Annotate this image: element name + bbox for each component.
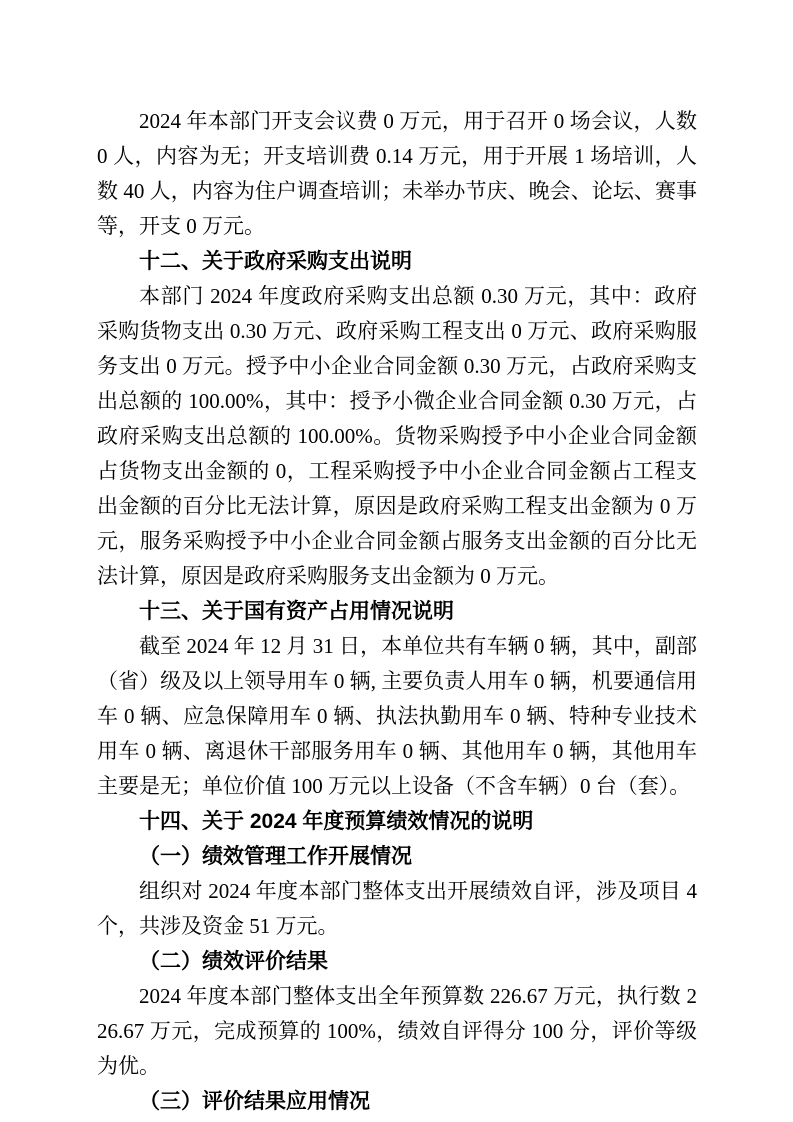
paragraph-meeting-and-training-expenses: 2024 年本部门开支会议费 0 万元，用于召开 0 场会议，人数 0 人，内容为无；开支培训费 0.14 万元，用于开展 1 场培训，人数 40 人，内容为住户调查培训；未举办节庆、晚会、论坛、赛事等，开支 0 万元。	[97, 109, 697, 238]
subheading-results-application: （三）评价结果应用情况	[139, 1090, 370, 1113]
document-content	[97, 104, 697, 1119]
paragraph-evaluation-results-details: 2024 年度本部门整体支出全年预算数 226.67 万元，执行数 226.67 万元，完成预算的 100%，绩效自评得分 100 分，评价等级为优。	[97, 984, 697, 1078]
paragraph-vehicles-and-equipment: 截至 2024 年 12 月 31 日，本单位共有车辆 0 辆，其中，副部（省）级及以上领导用车 0 辆, 主要负责人用车 0 辆，机要通信用车 0 辆、应急保障用车 0 辆、执法执勤用车 0 辆、特种专业技术用车 0 辆、离退休干部服务用车 0 辆、其他用车 0 辆，其他用车主要是无；单位价值 100 万元以上设备（不含车辆）0 台（套）。	[97, 634, 697, 798]
paragraph-performance-self-evaluation: 组织对 2024 年度本部门整体支出开展绩效自评，涉及项目 4 个，共涉及资金 51 万元。	[97, 879, 697, 938]
heading-section-12-government-procurement: 十二、关于政府采购支出说明	[139, 250, 412, 273]
heading-section-14-budget-performance: 十四、关于 2024 年度预算绩效情况的说明	[139, 810, 534, 833]
subheading-performance-evaluation-results: （二）绩效评价结果	[139, 950, 328, 973]
heading-section-13-state-owned-assets: 十三、关于国有资产占用情况说明	[139, 600, 454, 623]
paragraph-government-procurement-details: 本部门 2024 年度政府采购支出总额 0.30 万元，其中：政府采购货物支出 0.30 万元、政府采购工程支出 0 万元、政府采购服务支出 0 万元。授予中小企业合同金额 0.30 万元，占政府采购支出总额的 100.00%，其中：授予小微企业合同金额 0.30 万元，占政府采购支出总额的 100.00%。货物采购授予中小企业合同金额占货物支出金额的 0，工程采购授予中小企业合同金额占工程支出金额的百分比无法计算，原因是政府采购工程支出金额为 0 万元，服务采购授予中小企业合同金额占服务支出金额的百分比无法计算，原因是政府采购服务支出金额为 0 万元。	[97, 284, 697, 588]
subheading-performance-management-work: （一）绩效管理工作开展情况	[139, 845, 412, 868]
